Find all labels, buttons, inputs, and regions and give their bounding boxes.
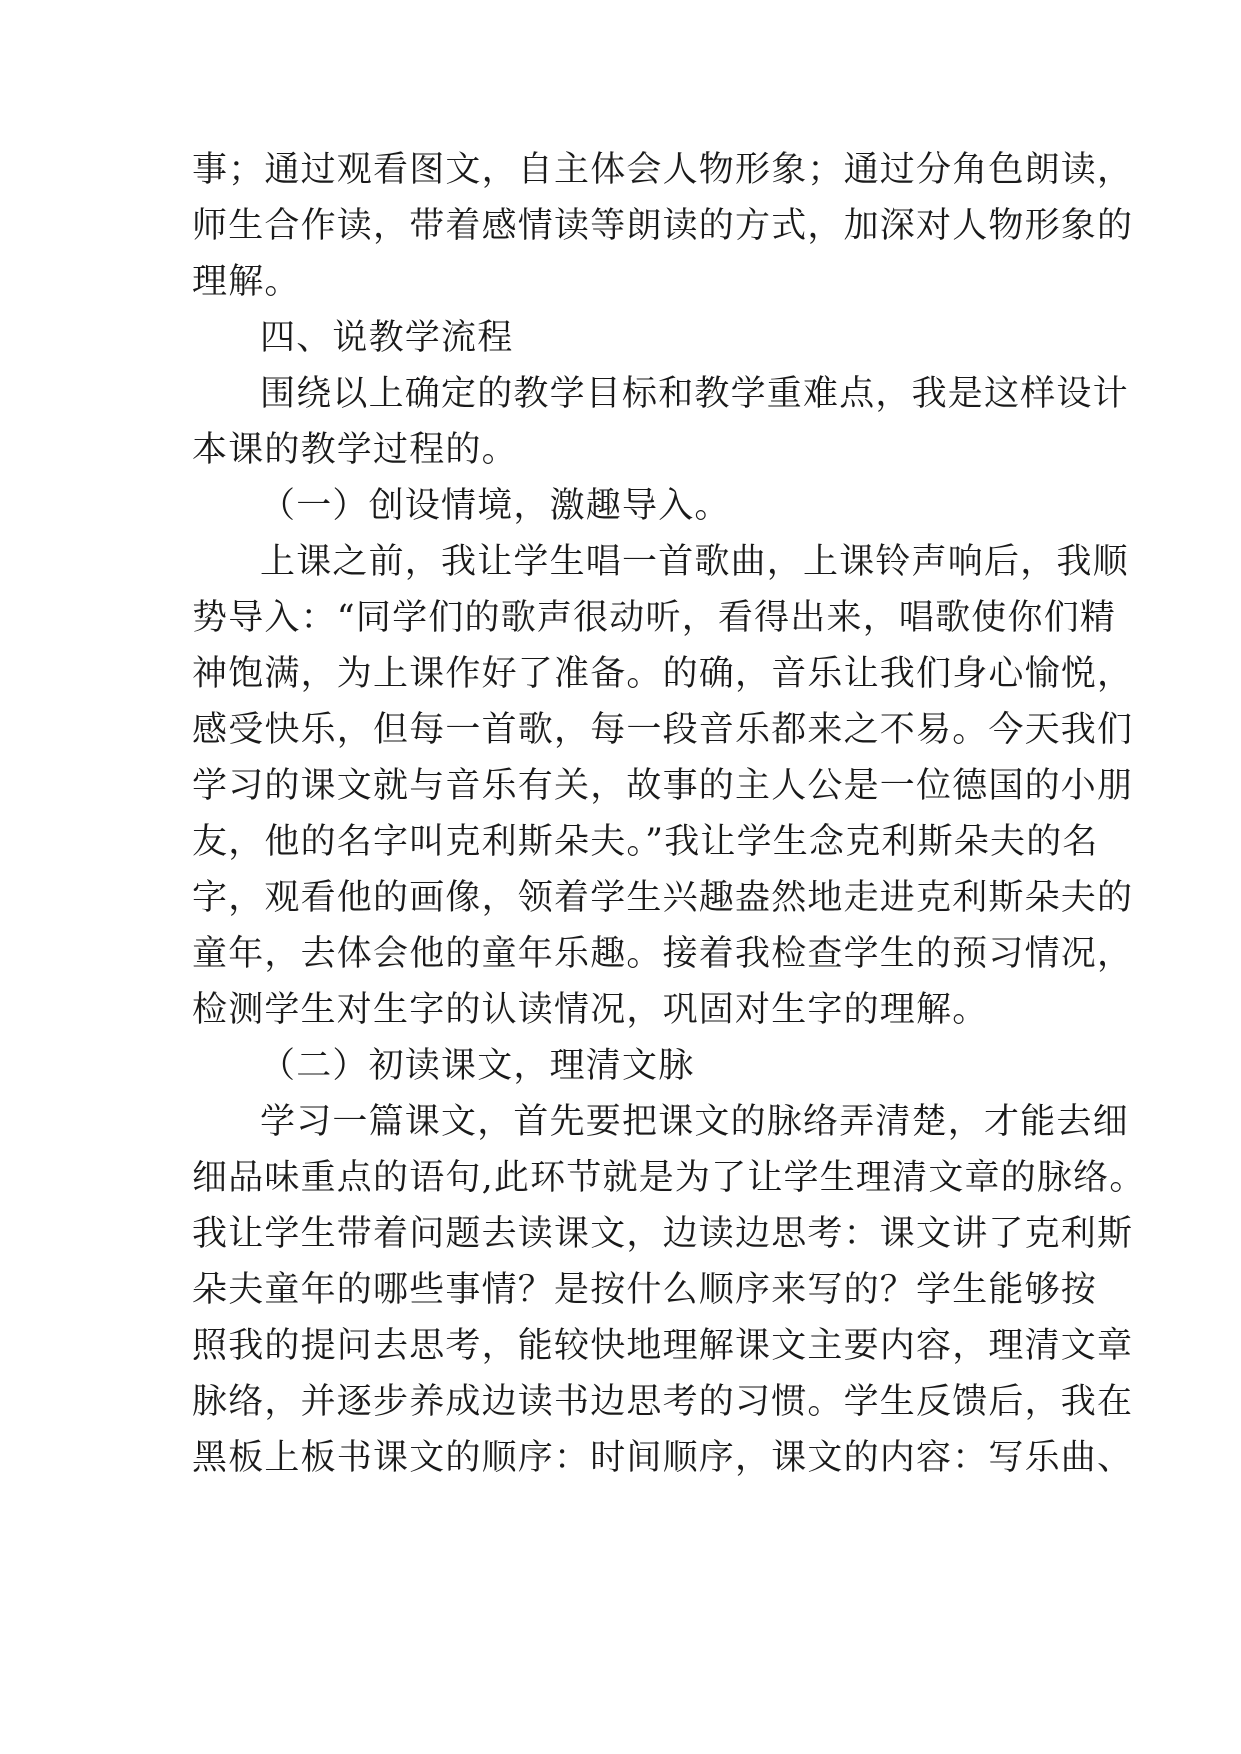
text-line: 本课的教学过程的。 (192, 430, 518, 470)
text-line: 童年，去体会他的童年乐趣。接着我检查学生的预习情况， (192, 934, 1134, 974)
text-line: 上课之前，我让学生唱一首歌曲，上课铃声响后，我顺 (260, 542, 1129, 582)
text-line: 照我的提问去思考，能较快地理解课文主要内容，理清文章 (192, 1326, 1134, 1366)
text-line: 理解。 (192, 262, 301, 302)
text-line: 细品味重点的语句,此环节就是为了让学生理清文章的脉络。 (192, 1158, 1146, 1198)
subsection-heading: （一）创设情境，激趣导入。 (260, 486, 731, 526)
text-line: 围绕以上确定的教学目标和教学重难点，我是这样设计 (260, 374, 1129, 414)
text-line: 字，观看他的画像，领着学生兴趣盎然地走进克利斯朵夫的 (192, 878, 1134, 918)
section-heading: 四、说教学流程 (260, 318, 514, 358)
text-line: 师生合作读，带着感情读等朗读的方式，加深对人物形象的 (192, 206, 1134, 246)
text-line: 友，他的名字叫克利斯朵夫。”我让学生念克利斯朵夫的名 (192, 822, 1099, 862)
text-line: 脉络，并逐步养成边读书边思考的习惯。学生反馈后，我在 (192, 1382, 1134, 1422)
subsection-heading: （二）初读课文，理清文脉 (260, 1046, 695, 1086)
text-line: 黑板上板书课文的顺序：时间顺序，课文的内容：写乐曲、 (192, 1438, 1134, 1478)
text-line: 神饱满，为上课作好了准备。的确，音乐让我们身心愉悦， (192, 654, 1134, 694)
text-line: 势导入：“同学们的歌声很动听，看得出来，唱歌使你们精 (192, 598, 1117, 638)
text-line: 感受快乐，但每一首歌，每一段音乐都来之不易。今天我们 (192, 710, 1134, 750)
text-line: 我让学生带着问题去读课文，边读边思考：课文讲了克利斯 (192, 1214, 1134, 1254)
text-line: 学习一篇课文，首先要把课文的脉络弄清楚，才能去细 (260, 1102, 1129, 1142)
text-line: 检测学生对生字的认读情况，巩固对生字的理解。 (192, 990, 989, 1030)
text-line: 朵夫童年的哪些事情？是按什么顺序来写的？学生能够按 (192, 1270, 1098, 1310)
text-line: 事；通过观看图文，自主体会人物形象；通过分角色朗读， (192, 150, 1134, 190)
text-line: 学习的课文就与音乐有关，故事的主人公是一位德国的小朋 (192, 766, 1134, 806)
